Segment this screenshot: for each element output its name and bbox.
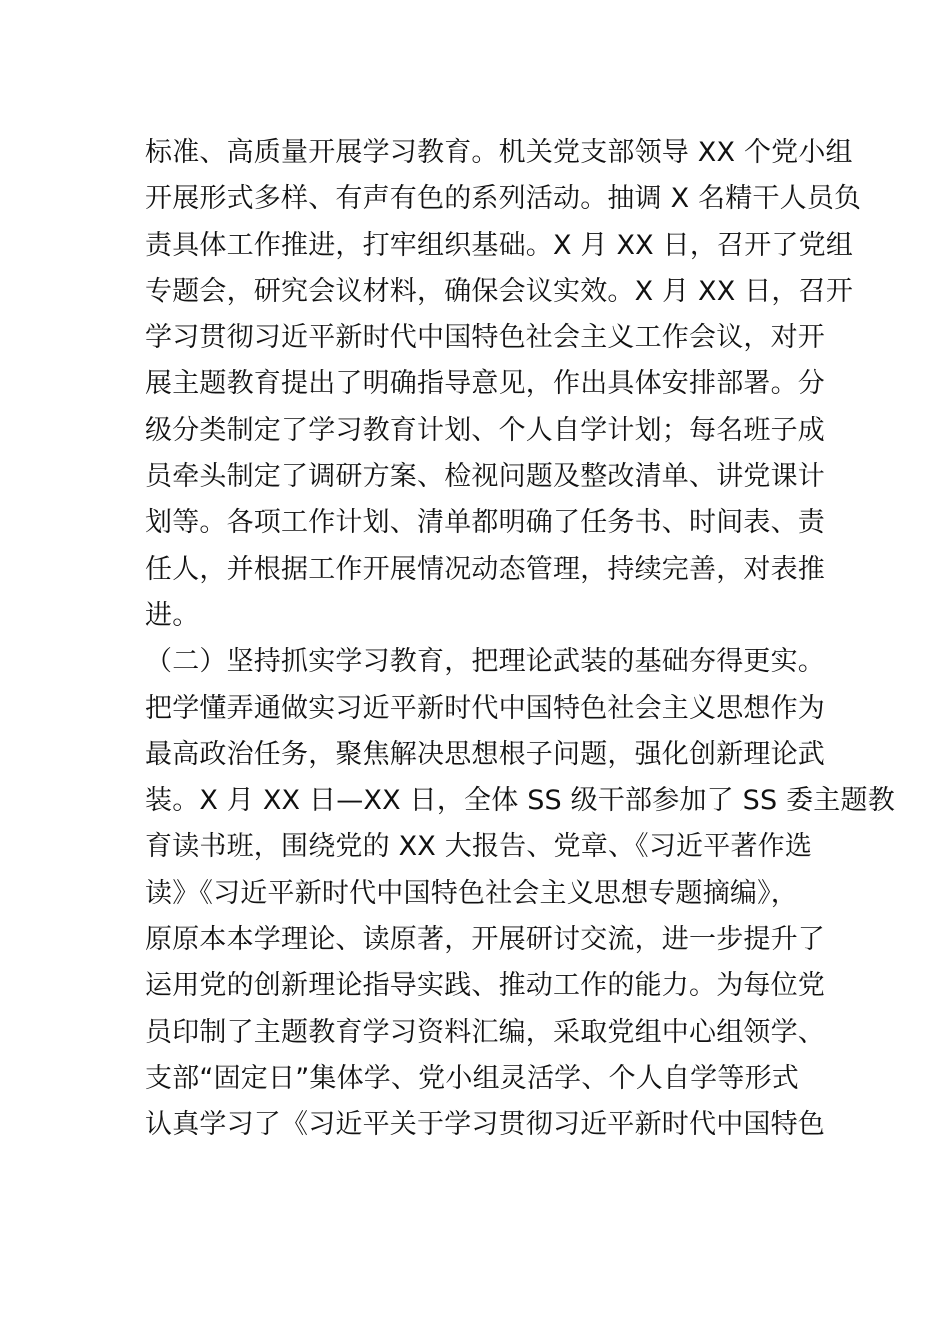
text-line: 运用党的创新理论指导实践、推动工作的能力。为每位党 xyxy=(145,970,825,1002)
text-line: 标准、高质量开展学习教育。机关党支部领导 XX 个党小组 xyxy=(145,137,853,168)
text-line: 支部“固定日”集体学、党小组灵活学、个人自学等形式 xyxy=(145,1062,799,1094)
text-line: 任人，并根据工作开展情况动态管理，持续完善，对表推 xyxy=(145,553,825,585)
text-line: 责具体工作推进，打牢组织基础。X 月 XX 日，召开了党组 xyxy=(145,229,854,261)
text-line: 级分类制定了学习教育计划、个人自学计划；每名班子成 xyxy=(145,414,825,446)
text-line: 员印制了主题教育学习资料汇编，采取党组中心组领学、 xyxy=(145,1016,825,1048)
section-heading: （二）坚持抓实学习教育，把理论武装的基础夯得更实。 xyxy=(145,646,825,678)
document-body xyxy=(145,130,895,1149)
text-line: 装。X 月 XX 日—XX 日，全体 SS 级干部参加了 SS 委主题教 xyxy=(145,785,895,817)
text-line: 展主题教育提出了明确指导意见，作出具体安排部署。分 xyxy=(145,368,825,400)
text-line: 专题会，研究会议材料，确保会议实效。X 月 XX 日，召开 xyxy=(145,275,854,307)
text-line: 学习贯彻习近平新时代中国特色社会主义工作会议，对开 xyxy=(145,322,825,354)
text-line: 开展形式多样、有声有色的系列活动。抽调 X 名精干人员负 xyxy=(145,183,862,215)
text-line: 把学懂弄通做实习近平新时代中国特色社会主义思想作为 xyxy=(145,692,825,724)
text-line: 划等。各项工作计划、清单都明确了任务书、时间表、责 xyxy=(145,507,825,539)
text-line: 读》《习近平新时代中国特色社会主义思想专题摘编》， xyxy=(145,877,798,909)
text-line: 员牵头制定了调研方案、检视问题及整改清单、讲党课计 xyxy=(145,461,825,493)
text-line: 育读书班，围绕党的 XX 大报告、党章、《习近平著作选 xyxy=(145,831,813,863)
text-line: 原原本本学理论、读原著，开展研讨交流，进一步提升了 xyxy=(145,924,825,956)
text-line: 认真学习了《习近平关于学习贯彻习近平新时代中国特色 xyxy=(145,1109,825,1141)
text-line: 进。 xyxy=(145,599,200,631)
text-line: 最高政治任务，聚焦解决思想根子问题，强化创新理论武 xyxy=(145,738,825,770)
